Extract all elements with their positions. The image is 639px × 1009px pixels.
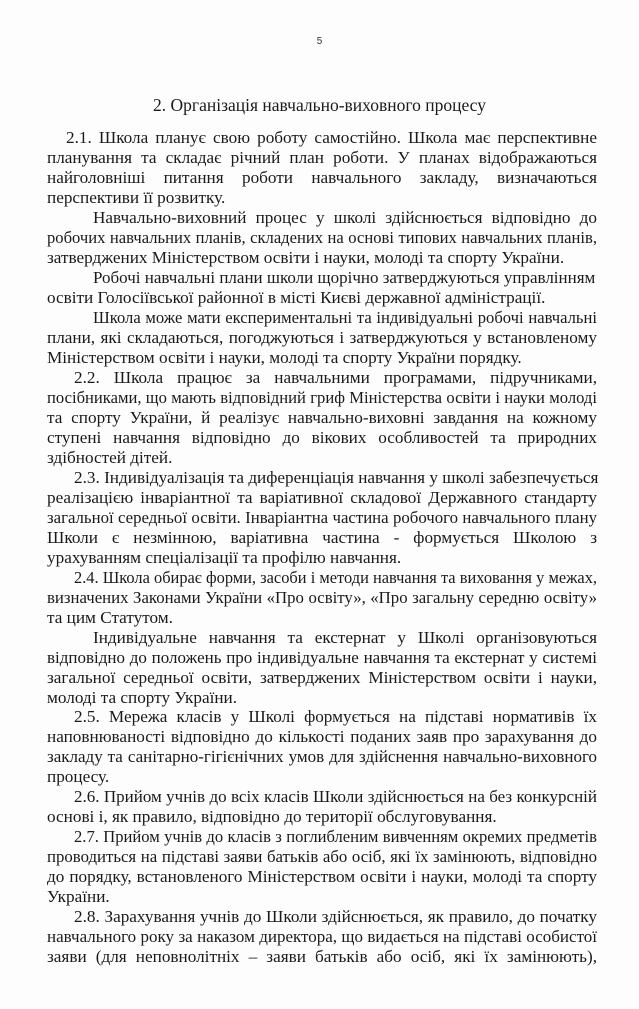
text-line: та цим Статутом. — [47, 608, 173, 627]
text-line: основі і, як правило, відповідно до території обслуговування. — [47, 807, 497, 826]
text-line: Робочі навчальні плани школи щорічно затверджуються управлінням — [93, 268, 596, 287]
text-line: освіти Голосіївської районної в місті Києві державної адміністрації. — [47, 288, 546, 307]
text-line: ступені навчання відповідно до вікових особливостей та природних — [47, 428, 597, 447]
text-line: наповнюваності відповідно до кількості поданих заяв про зарахування до — [47, 727, 597, 746]
text-line: 2.8. Зарахування учнів до Школи здійснюється, як правило, до початку — [74, 907, 597, 926]
text-line: 2.3. Індивідуалізація та диференціація навчання у школі забезпечується — [74, 468, 599, 487]
text-line: визначених Законами України «Про освіту», «Про загальну середню освіту» — [47, 588, 597, 607]
text-line: заяви (для неповнолітніх – заяви батьків або осіб, які їх замінюють), — [47, 947, 597, 966]
page-number: 5 — [316, 36, 323, 47]
text-line: закладу та санітарно-гігієнічних умов для здійснення навчально-виховного — [47, 747, 597, 766]
text-line: проводиться на підставі заяви батьків або осіб, які їх замінюють, відповідно — [47, 847, 597, 866]
text-line: до порядку, встановленого Міністерством освіти і науки, молоді та спорту — [47, 867, 597, 886]
text-line: Навчально-виховний процес у школі здійснюється відповідно до — [93, 208, 597, 227]
text-line: затверджених Міністерством освіти і науки, молоді та спорту України. — [47, 248, 565, 267]
text-line: Міністерством освіти і науки, молоді та спорту України порядку. — [47, 348, 522, 367]
section-heading: 2. Організація навчально-виховного процесу — [153, 95, 486, 115]
text-line: 2.6. Прийом учнів до всіх класів Школи здійснюється на без конкурсній — [74, 787, 597, 806]
text-line: процесу. — [47, 767, 110, 786]
text-line: здібностей дітей. — [47, 448, 173, 467]
text-line: загальної середньої освіти. Інваріантна частина робочого навчального плану — [47, 508, 597, 527]
text-line: 2.1. Школа планує свою роботу самостійно. Школа має перспективне — [66, 128, 597, 147]
text-line: урахуванням спеціалізації та профілю навчання. — [47, 548, 402, 567]
text-line: Школа може мати експериментальні та індивідуальні робочі навчальні — [93, 308, 597, 327]
text-line: посібниками, що мають відповідний гриф Міністерства освіти і науки молоді — [47, 388, 597, 407]
text-line: Школи є незмінною, варіативна частина - формується Школою з — [47, 528, 597, 547]
text-line: найголовніші питання роботи навчального закладу, визначаються — [47, 168, 597, 187]
text-line: 2.2. Школа працює за навчальними програмами, підручниками, — [74, 368, 597, 387]
text-line: загальної середньої освіти, затверджених Міністерством освіти і науки, — [47, 668, 597, 687]
text-line: молоді та спорту України. — [47, 688, 238, 707]
text-line: навчального року за наказом директора, що видається на підставі особистої — [47, 927, 597, 946]
text-line: реалізацією інваріантної та варіативної складової Державного стандарту — [47, 488, 597, 507]
text-line: 2.5. Мережа класів у Школі формується на підставі нормативів їх — [74, 707, 597, 726]
text-line: плани, які складаються, погоджуються і затверджуються у встановленому — [47, 328, 597, 347]
text-line: України. — [47, 887, 110, 906]
text-line: перспективи її розвитку. — [47, 188, 226, 207]
text-line: відповідно до положень про індивідуальне навчання та екстернат у системі — [47, 648, 597, 667]
text-line: Індивідуальне навчання та екстернат у Школі організовуються — [93, 628, 597, 647]
text-line: 2.7. Прийом учнів до класів з поглибленим вивченням окремих предметів — [74, 827, 597, 846]
text-line: 2.4. Школа обирає форми, засоби і методи навчання та виховання у межах, — [74, 568, 597, 587]
text-line: планування та складає річний план роботи. У планах відображаються — [47, 148, 597, 167]
text-line: та спорту України, й реалізує навчально-виховні завдання на кожному — [47, 408, 597, 427]
text-line: робочих навчальних планів, складених на основі типових навчальних планів, — [47, 228, 597, 247]
